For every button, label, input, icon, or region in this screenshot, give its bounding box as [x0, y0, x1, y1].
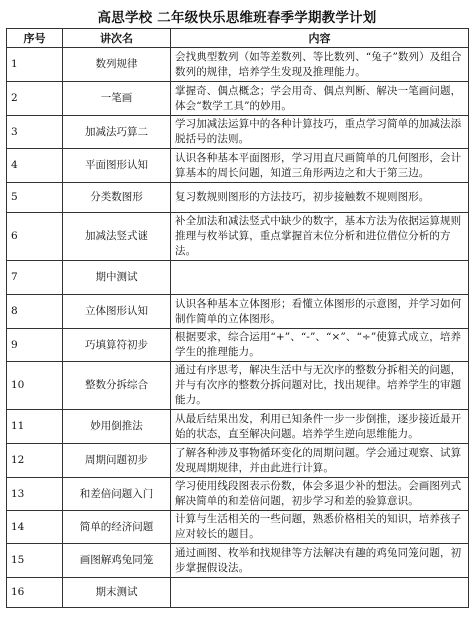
table-row: [7, 82, 469, 116]
row-name: 数列规律: [63, 48, 171, 82]
row-name: 加减法巧算二: [63, 116, 171, 149]
row-content: 会找典型数列（如等差数列、等比数列、“兔子”数列）及组合数列的规律，培养学生发现及推理能力。: [171, 48, 469, 82]
row-content: 通过画图、枚举和找规律等方法解决有趣的鸡兔同笼问题，初步掌握假设法。: [171, 544, 469, 578]
row-content: 根据要求，综合运用“+”、“-”、“×”、“÷”使算式成立，培养学生的推理能力。: [171, 329, 469, 362]
row-name: 加减法竖式谜: [63, 213, 171, 261]
row-num: 12: [7, 444, 63, 478]
row-content: 了解各种涉及事物循环变化的周期问题。学会通过观察、试算发现周期规律，并由此进行计算。: [171, 444, 469, 478]
table-body: [7, 48, 469, 608]
row-content: 认识各种基本平面图形，学习用直尺画简单的几何图形，会计算基本的周长问题，知道三角形两边之和大于第三边。: [171, 149, 469, 183]
row-name: 期中测试: [63, 261, 171, 295]
table-row: [7, 329, 469, 362]
table-header-row: [7, 29, 469, 48]
row-name: 整数分拆综合: [63, 362, 171, 410]
row-num: 3: [7, 116, 63, 149]
table-row: [7, 410, 469, 444]
row-num: 10: [7, 362, 63, 410]
table-row: [7, 213, 469, 261]
row-num: 9: [7, 329, 63, 362]
row-content: [171, 578, 469, 608]
row-num: 14: [7, 511, 63, 544]
row-num: 13: [7, 478, 63, 511]
table-row: [7, 149, 469, 183]
header-num: 序号: [7, 29, 63, 48]
table-row: [7, 362, 469, 410]
row-name: 期末测试: [63, 578, 171, 608]
row-name: 画图解鸡兔同笼: [63, 544, 171, 578]
row-num: 7: [7, 261, 63, 295]
table-row: [7, 444, 469, 478]
table-row: [7, 48, 469, 82]
row-name: 简单的经济问题: [63, 511, 171, 544]
row-num: 6: [7, 213, 63, 261]
header-name: 讲次名: [63, 29, 171, 48]
row-name: 周期问题初步: [63, 444, 171, 478]
table-row: [7, 183, 469, 213]
row-num: 2: [7, 82, 63, 116]
row-content: [171, 261, 469, 295]
table-row: [7, 511, 469, 544]
row-content: 复习数规则图形的方法技巧，初步接触数不规则图形。: [171, 183, 469, 213]
row-name: 立体图形认知: [63, 295, 171, 329]
table-row: [7, 116, 469, 149]
row-content: 通过有序思考，解决生活中与无次序的整数分拆相关的问题，并与有次序的整数分拆问题对比，找出规律。培养学生的审题能力。: [171, 362, 469, 410]
row-content: 认识各种基本立体图形；看懂立体图形的示意图，并学习如何制作简单的立体图形。: [171, 295, 469, 329]
row-num: 8: [7, 295, 63, 329]
row-content: 补全加法和减法竖式中缺少的数字，基本方法为依据运算规则推理与枚举试算，重点掌握首末位分析和进位借位分析的方法。: [171, 213, 469, 261]
row-name: 和差倍问题入门: [63, 478, 171, 511]
row-name: 分类数图形: [63, 183, 171, 213]
row-content: 从最后结果出发，利用已知条件一步一步倒推，逐步接近最开始的状态，直至解决问题。培养学生逆向思维能力。: [171, 410, 469, 444]
table-row: [7, 578, 469, 608]
table-row: [7, 478, 469, 511]
row-name: 平面图形认知: [63, 149, 171, 183]
row-name: 巧填算符初步: [63, 329, 171, 362]
row-content: 学习加减法运算中的各种计算技巧，重点学习简单的加减法添脱括号的法则。: [171, 116, 469, 149]
row-num: 1: [7, 48, 63, 82]
row-num: 4: [7, 149, 63, 183]
row-content: 学习使用线段图表示份数，体会多退少补的想法。会画图列式解决简单的和差倍问题，初步学习和差的验算意识。: [171, 478, 469, 511]
table-row: [7, 295, 469, 329]
row-name: 一笔画: [63, 82, 171, 116]
row-content: 掌握奇、偶点概念；学会用奇、偶点判断、解决一笔画问题，体会“数学工具”的妙用。: [171, 82, 469, 116]
row-num: 11: [7, 410, 63, 444]
row-name: 妙用倒推法: [63, 410, 171, 444]
header-content: 内容: [171, 29, 469, 48]
row-num: 5: [7, 183, 63, 213]
row-num: 15: [7, 544, 63, 578]
row-num: 16: [7, 578, 63, 608]
row-content: 计算与生活相关的一些问题，熟悉价格相关的知识，培养孩子应对较长的题目。: [171, 511, 469, 544]
table-row: [7, 544, 469, 578]
teaching-plan-table: [6, 28, 469, 608]
table-row: [7, 261, 469, 295]
page-title: 高思学校 二年级快乐思维班春季学期教学计划: [97, 10, 377, 26]
